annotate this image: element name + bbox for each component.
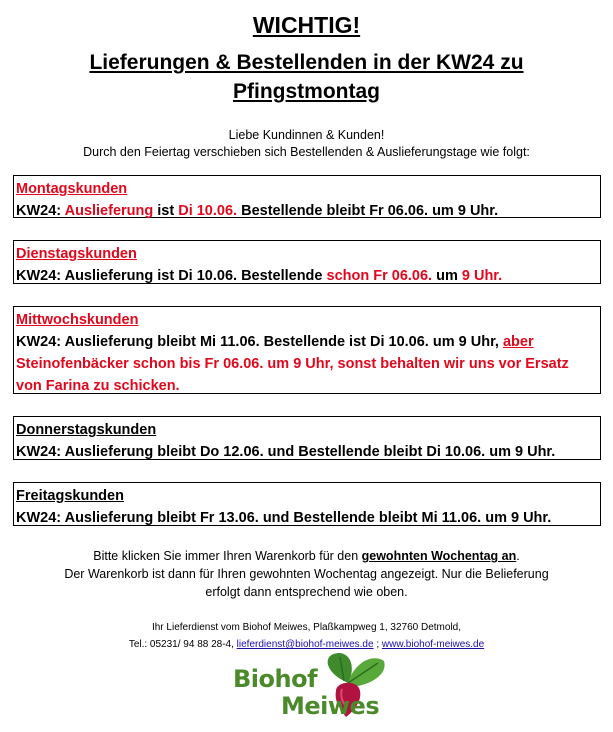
dienstag-text-1: KW24: Auslieferung ist Di 10.06. Bestellende — [16, 268, 327, 284]
box-heading-dienstag: Dienstagskunden — [16, 246, 137, 262]
cart-line-3: erfolgt dann entsprechend wie oben. — [205, 585, 408, 599]
box-dienstagskunden — [13, 240, 601, 284]
mittwoch-text-2: aber — [502, 334, 534, 350]
cart-line-2: Der Warenkorb ist dann für Ihren gewohnten Wochentag angezeigt. Nur die Belieferung — [64, 567, 549, 581]
montag-text-2: Auslieferung — [64, 203, 154, 219]
montag-text-1: KW24: — [16, 203, 65, 219]
footer-address: Ihr Lieferdienst vom Biohof Meiwes, Plaßkampweg 1, 32760 Detmold, — [151, 622, 462, 633]
intro-line: Durch den Feiertag verschieben sich Bestellenden & Auslieferungstage wie folgt: — [83, 145, 530, 159]
mittwoch-text-1: KW24: Auslieferung bleibt Mi 11.06. Bestellende ist Di 10.06. um 9 Uhr, — [16, 334, 503, 350]
box-heading-freitag: Freitagskunden — [16, 488, 124, 504]
cart-line-1b: gewohnten Wochentag an — [361, 549, 517, 563]
contact-footer — [0, 619, 613, 653]
subtitle-line-1: Lieferungen & Bestellenden in der KW24 zu — [89, 51, 524, 74]
box-text-montag — [16, 200, 597, 222]
dienstag-text-4: 9 Uhr. — [461, 268, 503, 284]
montag-text-4: Di 10.06. — [178, 203, 238, 219]
footer-separator: ; — [373, 639, 382, 650]
box-freitagskunden — [13, 482, 601, 526]
box-mittwochskunden — [13, 306, 601, 394]
cart-line-1a: Bitte klicken Sie immer Ihren Warenkorb für den — [93, 549, 362, 563]
website-link[interactable]: www.biohof-meiwes.de — [381, 639, 485, 650]
subtitle-line-2: Pfingstmontag — [233, 80, 380, 103]
dienstag-text-3: um — [432, 268, 462, 284]
montag-text-5: Bestellende bleibt Fr 06.06. um 9 Uhr. — [237, 203, 499, 219]
box-montagskunden — [13, 175, 601, 218]
logo-word-meiwes: Meiwes — [281, 692, 380, 720]
box-text-mittwoch — [16, 331, 597, 397]
cart-instructions — [0, 547, 613, 601]
box-donnerstagskunden — [13, 416, 601, 460]
biohof-meiwes-logo — [226, 651, 398, 721]
page-title: WICHTIG! — [252, 12, 361, 38]
cart-line-1c: . — [516, 549, 520, 563]
logo-word-biohof: Biohof — [233, 665, 318, 693]
box-text-dienstag — [16, 265, 597, 287]
dienstag-text-2: schon Fr 06.06. — [326, 268, 433, 284]
box-text-donnerstag: KW24: Auslieferung bleibt Do 12.06. und Bestellende bleibt Di 10.06. um 9 Uhr. — [16, 444, 556, 460]
box-heading-montag: Montagskunden — [16, 181, 128, 197]
mittwoch-text-3: Steinofenbäcker schon bis Fr 06.06. um 9 Uhr, sonst behalten wir uns vor Ersatz von Farina zu schicken. — [16, 356, 569, 394]
intro-text — [0, 127, 613, 161]
greeting: Liebe Kundinnen & Kunden! — [228, 128, 385, 142]
email-link[interactable]: lieferdienst@biohof-meiwes.de — [236, 639, 374, 650]
montag-text-3: ist — [153, 203, 179, 219]
cart-line-1 — [0, 547, 613, 565]
page-subtitle — [0, 48, 613, 106]
footer-phone: Tel.: 05231/ 94 88 28-4, — [128, 639, 237, 650]
box-heading-donnerstag: Donnerstagskunden — [16, 422, 157, 438]
box-text-freitag: KW24: Auslieferung bleibt Fr 13.06. und Bestellende bleibt Mi 11.06. um 9 Uhr. — [16, 510, 552, 526]
box-heading-mittwoch: Mittwochskunden — [16, 312, 139, 328]
